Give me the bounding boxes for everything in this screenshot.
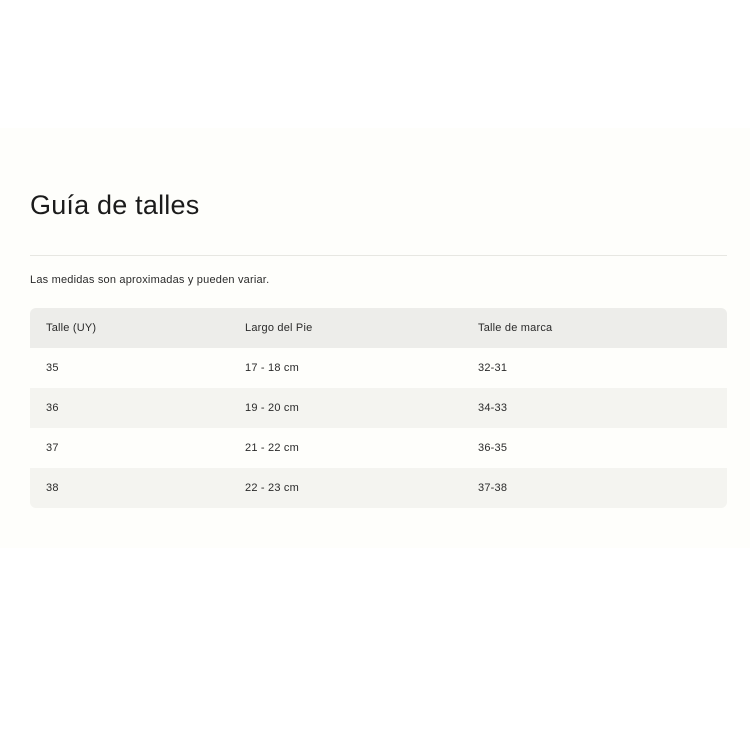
measurement-note: Las medidas son aproximadas y pueden variar.: [30, 274, 270, 286]
header-talle-uy: Talle (UY): [46, 322, 97, 334]
header-talle-de-marca: Talle de marca: [478, 322, 553, 334]
cell-talle-de-marca: 37-38: [478, 482, 508, 494]
cell-talle-uy: 36: [46, 402, 59, 414]
cell-talle-uy: 38: [46, 482, 59, 494]
table-header-row: [30, 308, 727, 348]
table-row: [30, 468, 727, 508]
page-title: Guía de talles: [30, 190, 200, 220]
size-table: [30, 308, 727, 508]
cell-talle-de-marca: 32-31: [478, 362, 508, 374]
cell-largo-del-pie: 21 - 22 cm: [245, 442, 299, 454]
divider: [30, 255, 727, 256]
cell-largo-del-pie: 17 - 18 cm: [245, 362, 299, 374]
table-row: [30, 388, 727, 428]
table-row: [30, 428, 727, 468]
header-largo-del-pie: Largo del Pie: [245, 322, 313, 334]
cell-largo-del-pie: 22 - 23 cm: [245, 482, 299, 494]
cell-talle-uy: 37: [46, 442, 59, 454]
cell-largo-del-pie: 19 - 20 cm: [245, 402, 299, 414]
cell-talle-de-marca: 36-35: [478, 442, 508, 454]
cell-talle-uy: 35: [46, 362, 59, 374]
cell-talle-de-marca: 34-33: [478, 402, 508, 414]
table-row: [30, 348, 727, 388]
